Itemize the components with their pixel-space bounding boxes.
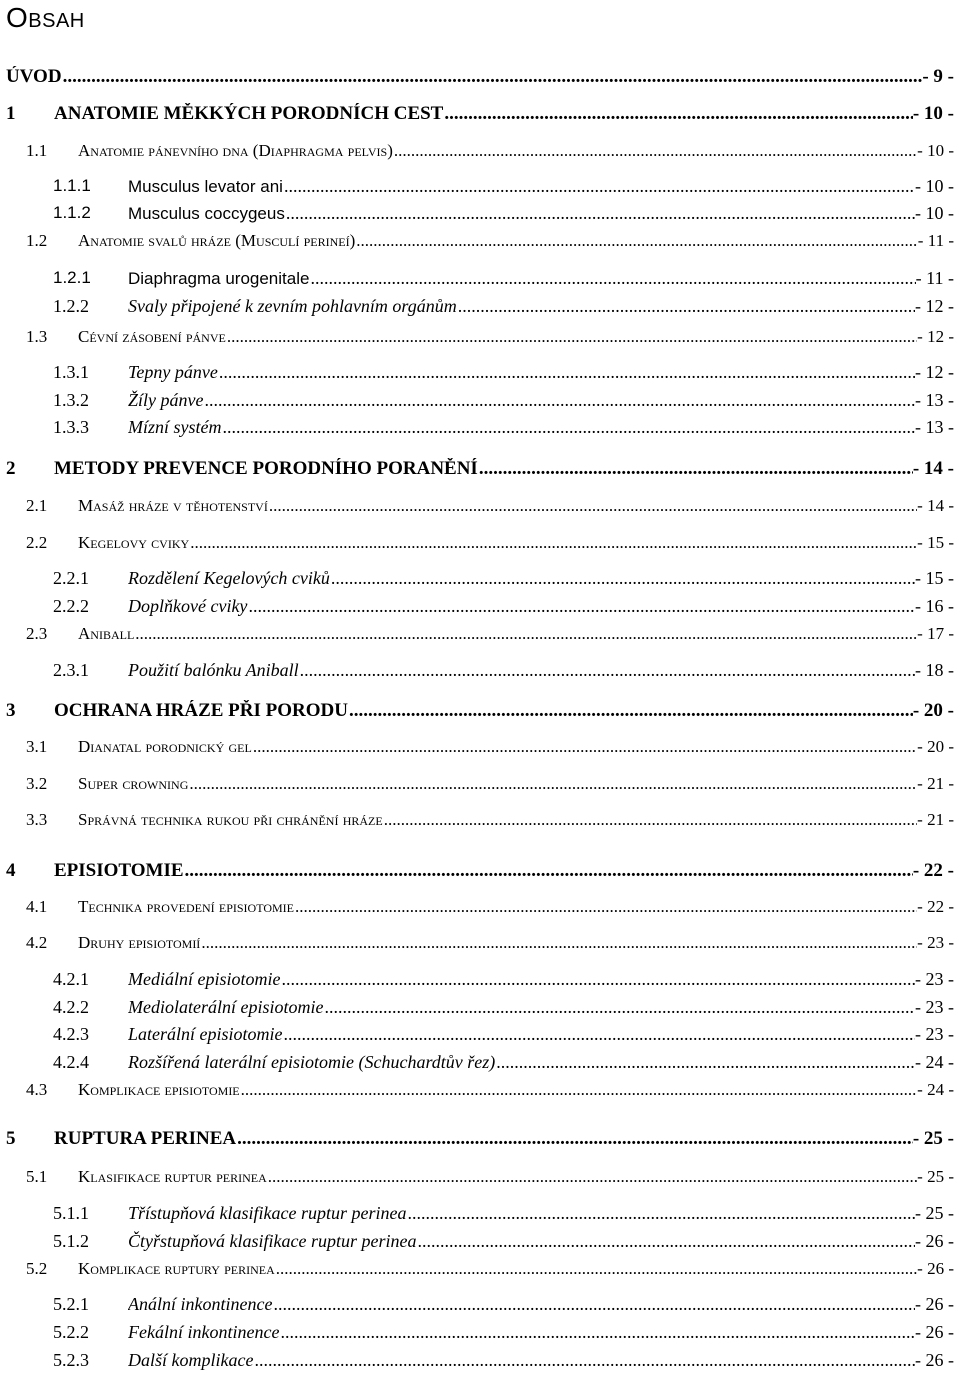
toc-entry-page: - 26 - (915, 1294, 954, 1314)
toc-entry[interactable] (0, 897, 960, 921)
toc-entry[interactable] (0, 362, 960, 386)
toc-entry-page: - 25 - (912, 1128, 954, 1149)
toc-entry-page: - 23 - (915, 1024, 954, 1044)
toc-entry-page: - 20 - (912, 700, 954, 721)
dot-leader (241, 1080, 918, 1100)
toc-entry-label: EPISIOTOMIE (54, 860, 184, 881)
toc-entry-label: Diaphragma urogenitale (128, 269, 310, 288)
dot-leader (185, 860, 913, 882)
toc-entry-page: - 13 - (915, 390, 954, 410)
toc-entry[interactable] (0, 774, 960, 798)
toc-entry-number: 4.2 (26, 933, 48, 952)
toc-entry-label: Dianatal porodnický gel (78, 737, 252, 756)
toc-entry-label: ANATOMIE MĚKKÝCH PORODNÍCH CEST (54, 103, 444, 124)
dot-leader (201, 933, 917, 953)
toc-entry-page: - 25 - (917, 1167, 954, 1186)
dot-leader (300, 660, 915, 681)
toc-entry[interactable] (0, 496, 960, 520)
toc-entry-page: - 20 - (917, 737, 954, 756)
dot-leader (324, 997, 915, 1018)
toc-entry-page: - 11 - (915, 268, 954, 288)
toc-entry-label: Další komplikace (128, 1350, 254, 1370)
toc-entry-label: Klasifikace ruptur perinea (78, 1167, 267, 1186)
toc-entry-number: 1.3 (26, 327, 48, 346)
toc-entry[interactable] (0, 624, 960, 648)
toc-entry-label: Aniball (78, 624, 135, 643)
dot-leader (310, 268, 915, 289)
toc-entry-number: 4.2.3 (53, 1024, 89, 1044)
toc-entry-label: Kegelovy cviky (78, 533, 190, 552)
dot-leader (237, 1128, 913, 1150)
toc-entry-label: METODY PREVENCE PORODNÍHO PORANĚNÍ (54, 458, 478, 479)
toc-entry-page: - 10 - (915, 176, 954, 196)
dot-leader (496, 1052, 915, 1073)
dot-leader (273, 1294, 915, 1315)
toc-entry-number: 5.2.3 (53, 1350, 89, 1370)
toc-entry-label: Mediální episiotomie (128, 969, 281, 989)
toc-entry-number: 4.3 (26, 1080, 48, 1099)
dot-leader (286, 203, 915, 224)
toc-entry-page: - 14 - (912, 458, 954, 479)
toc-entry-number: 5.1.2 (53, 1231, 89, 1251)
dot-leader (248, 596, 915, 617)
toc-entry-label: Doplňkové cviky (128, 596, 248, 616)
toc-entry[interactable] (0, 390, 960, 414)
toc-entry-label: Fekální inkontinence (128, 1322, 280, 1342)
dot-leader (280, 1322, 915, 1343)
toc-entry-number: 4.2.4 (53, 1052, 89, 1072)
toc-entry-number: 2.2.2 (53, 596, 89, 616)
toc-entry[interactable] (0, 458, 960, 482)
toc-entry[interactable] (0, 568, 960, 592)
toc-entry[interactable] (0, 969, 960, 993)
dot-leader (63, 66, 923, 88)
toc-entry-label: Mízní systém (128, 417, 222, 437)
toc-entry[interactable] (0, 417, 960, 441)
toc-entry-number: 5.2.2 (53, 1322, 89, 1342)
toc-entry-number: 3.1 (26, 737, 48, 756)
toc-entry-page: - 26 - (917, 1259, 954, 1278)
toc-entry-page: - 15 - (915, 568, 954, 588)
toc-entry-number: 5.1 (26, 1167, 48, 1186)
toc-entry-page: - 24 - (917, 1080, 954, 1099)
page-title: Obsah (6, 2, 85, 33)
toc-entry[interactable] (0, 933, 960, 957)
toc-entry-label: OCHRANA HRÁZE PŘI PORODU (54, 700, 348, 721)
toc-entry[interactable] (0, 860, 960, 884)
toc-entry-label: Anální inkontinence (128, 1294, 273, 1314)
toc-entry[interactable] (0, 533, 960, 557)
toc-entry[interactable] (0, 1052, 960, 1076)
toc-entry[interactable] (0, 176, 960, 200)
dot-leader (417, 1231, 915, 1252)
toc-entry-number: 1.2.1 (53, 268, 91, 287)
toc-entry[interactable] (0, 1128, 960, 1152)
dot-leader (356, 231, 918, 251)
toc-entry[interactable] (0, 103, 960, 127)
toc-entry[interactable] (0, 231, 960, 255)
dot-leader (223, 417, 916, 438)
toc-entry-number: 1.1.2 (53, 203, 91, 222)
toc-entry-number: 3.3 (26, 810, 48, 829)
dot-leader (281, 969, 915, 990)
toc-entry-label: Komplikace ruptury perinea (78, 1259, 275, 1278)
toc-entry-number: 2.1 (26, 496, 48, 515)
toc-entry[interactable] (0, 700, 960, 724)
toc-entry-number: 5.2 (26, 1259, 48, 1278)
toc-entry-page: - 15 - (917, 533, 954, 552)
toc-entry-page: - 23 - (915, 969, 954, 989)
toc-entry-label: Masáž hráze v těhotenství (78, 496, 268, 515)
toc-entry-page: - 12 - (915, 296, 954, 316)
toc-entry-label: Anatomie svalů hráze (Musculí perineí) (78, 231, 356, 250)
toc-entry-label: Anatomie pánevního dna (Diaphragma pelvis) (78, 141, 393, 160)
toc-entry-number: 1.3.2 (53, 390, 89, 410)
dot-leader (204, 390, 915, 411)
toc-entry-label: Rozdělení Kegelových cviků (128, 568, 330, 588)
toc-entry[interactable] (0, 66, 960, 90)
toc-entry-label: Technika provedení episiotomie (78, 897, 294, 916)
toc-entry-number: 4.1 (26, 897, 48, 916)
toc-entry-number: 1.2.2 (53, 296, 89, 316)
toc-entry-label: Mediolaterální episiotomie (128, 997, 324, 1017)
toc-entry-label: Správná technika rukou při chránění hráze (78, 810, 383, 829)
toc-entry-page: - 26 - (915, 1231, 954, 1251)
toc-entry-page: - 10 - (917, 141, 954, 160)
toc-entry[interactable] (0, 1259, 960, 1283)
dot-leader (394, 141, 917, 161)
toc-entry-page: - 12 - (915, 362, 954, 382)
toc-entry-number: 1.3.3 (53, 417, 89, 437)
toc-entry-number: 1 (6, 103, 16, 124)
toc-entry[interactable] (0, 268, 960, 292)
dot-leader (331, 568, 915, 589)
toc-entry-number: 3.2 (26, 774, 48, 793)
toc-entry-label: RUPTURA PERINEA (54, 1128, 237, 1149)
toc-entry[interactable] (0, 1167, 960, 1191)
toc-entry[interactable] (0, 141, 960, 165)
dot-leader (268, 1167, 917, 1187)
toc-entry-number: 1.1.1 (53, 176, 91, 195)
toc-entry-page: - 22 - (917, 897, 954, 916)
dot-leader (295, 897, 917, 917)
toc-entry-number: 1.3.1 (53, 362, 89, 382)
dot-leader (276, 1259, 917, 1279)
toc-entry-label: Čtyřstupňová klasifikace ruptur perinea (128, 1231, 417, 1251)
dot-leader (254, 1350, 915, 1371)
dot-leader (284, 1024, 916, 1045)
dot-leader (253, 737, 917, 757)
toc-entry-number: 4 (6, 860, 16, 881)
toc-entry[interactable] (0, 737, 960, 761)
toc-entry-label: Cévní zásobení pánve (78, 327, 226, 346)
toc-entry-number: 5.1.1 (53, 1203, 89, 1223)
toc-entry-page: - 13 - (915, 417, 954, 437)
toc-entry-label: Žíly pánve (128, 390, 204, 410)
dot-leader (189, 774, 917, 794)
dot-leader (219, 362, 915, 383)
toc-entry-page: - 23 - (915, 997, 954, 1017)
toc-entry-label: Komplikace episiotomie (78, 1080, 240, 1099)
dot-leader (190, 533, 917, 553)
toc-entry[interactable] (0, 1231, 960, 1255)
toc-entry-label: Třístupňová klasifikace ruptur perinea (128, 1203, 407, 1223)
dot-leader (384, 810, 917, 830)
toc-entry-label: Rozšířená laterální episiotomie (Schuchardtův řez) (128, 1052, 496, 1072)
toc-entry-page: - 26 - (915, 1322, 954, 1342)
toc-entry[interactable] (0, 296, 960, 320)
toc-entry[interactable] (0, 997, 960, 1021)
toc-entry-page: - 21 - (917, 774, 954, 793)
toc-entry-number: 1.2 (26, 231, 48, 250)
toc-entry-page: - 10 - (912, 103, 954, 124)
toc-entry-page: - 10 - (915, 203, 954, 223)
dot-leader (444, 103, 912, 125)
toc-entry[interactable] (0, 1080, 960, 1104)
toc-entry[interactable] (0, 1322, 960, 1346)
toc-entry[interactable] (0, 596, 960, 620)
dot-leader (227, 327, 917, 347)
toc-entry-number: 4.2.2 (53, 997, 89, 1017)
toc-entry-page: - 16 - (915, 596, 954, 616)
toc-entry-number: 4.2.1 (53, 969, 89, 989)
dot-leader (407, 1203, 915, 1224)
toc-entry-page: - 25 - (915, 1203, 954, 1223)
toc-entry-page: - 23 - (917, 933, 954, 952)
toc-entry-label: Tepny pánve (128, 362, 218, 382)
toc-entry-label: Musculus coccygeus (128, 204, 285, 223)
toc-entry-label: Super crowning (78, 774, 189, 793)
toc-entry-label: Musculus levator ani (128, 177, 283, 196)
toc-entry-label: ÚVOD (6, 66, 62, 87)
toc-entry-page: - 26 - (915, 1350, 954, 1370)
toc-entry-page: - 21 - (917, 810, 954, 829)
toc-entry[interactable] (0, 1024, 960, 1048)
dot-leader (479, 458, 913, 480)
toc-entry-page: - 11 - (917, 231, 954, 250)
dot-leader (269, 496, 917, 516)
toc-entry-page: - 14 - (917, 496, 954, 515)
toc-entry[interactable] (0, 660, 960, 684)
toc-entry[interactable] (0, 203, 960, 227)
toc-entry-label: Druhy episiotomií (78, 933, 201, 952)
toc-entry-label: Svaly připojené k zevním pohlavním orgánům (128, 296, 457, 316)
toc-entry[interactable] (0, 1294, 960, 1318)
toc-entry[interactable] (0, 327, 960, 351)
toc-entry-number: 5 (6, 1128, 16, 1149)
toc-entry-number: 5.2.1 (53, 1294, 89, 1314)
toc-entry[interactable] (0, 1350, 960, 1374)
toc-entry-label: Laterální episiotomie (128, 1024, 283, 1044)
toc-entry-number: 1.1 (26, 141, 48, 160)
toc-entry-number: 2.2 (26, 533, 48, 552)
toc-entry-number: 2.2.1 (53, 568, 89, 588)
toc-entry[interactable] (0, 1203, 960, 1227)
dot-leader (349, 700, 913, 722)
toc-entry-label: Použití balónku Aniball (128, 660, 299, 680)
toc-entry-page: - 17 - (917, 624, 954, 643)
toc-entry-number: 2.3 (26, 624, 48, 643)
toc-entry-page: - 12 - (917, 327, 954, 346)
toc-entry-number: 2.3.1 (53, 660, 89, 680)
toc-entry-page: - 9 - (922, 66, 954, 87)
toc-entry-number: 3 (6, 700, 16, 721)
toc-entry-page: - 18 - (915, 660, 954, 680)
dot-leader (458, 296, 915, 317)
toc-entry-number: 2 (6, 458, 16, 479)
toc-entry-page: - 24 - (915, 1052, 954, 1072)
toc-entry-page: - 22 - (912, 860, 954, 881)
toc-entry[interactable] (0, 810, 960, 834)
dot-leader (135, 624, 917, 644)
dot-leader (284, 176, 915, 197)
